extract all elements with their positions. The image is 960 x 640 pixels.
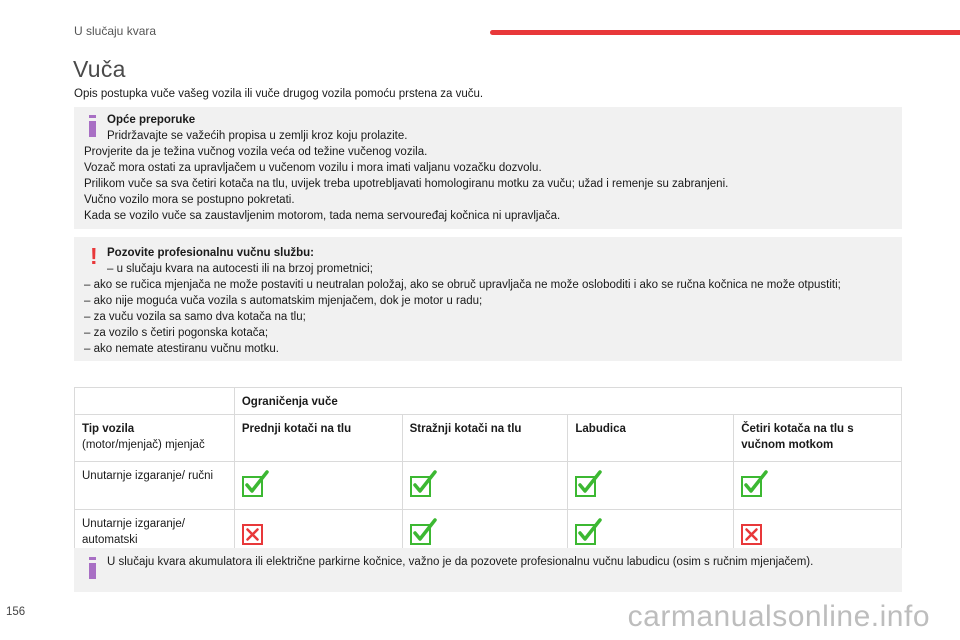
status-cell [734, 462, 902, 510]
warning-icon: ! [90, 243, 98, 269]
table-row-header [75, 415, 235, 462]
watermark: carmanualsonline.info [627, 600, 930, 633]
table-row [75, 462, 902, 510]
check-icon [575, 470, 603, 505]
page-number: 156 [6, 606, 26, 618]
general-line: Provjerite da je težina vučnog vozila veća od težine vučenog vozila. [84, 146, 428, 158]
note-box [74, 548, 902, 592]
warning-line: – u slučaju kvara na autocesti ili na brzoj prometnici; [107, 263, 373, 275]
general-line: Vučno vozilo mora se postupno pokretati. [84, 194, 295, 206]
info-icon [89, 557, 96, 579]
warning-line: – ako se ručica mjenjača ne može postaviti u neutralan položaj, ako se obruč upravljača ne može osloboditi i ako se ručna kočnica ne može otpustiti; [84, 279, 841, 291]
header-accent-bar [490, 30, 960, 35]
vehicle-type-title: Tip vozila [82, 423, 135, 435]
table-corner-cell [75, 388, 235, 415]
page-title: Vuča [73, 56, 126, 82]
warning-box [74, 237, 902, 361]
row-label: Unutarnje izgaranje/ automatski [75, 510, 235, 558]
intro-text: Opis postupka vuče vašeg vozila ili vuče drugog vozila pomoću prstena za vuču. [74, 88, 484, 100]
note-text: U slučaju kvara akumulatora ili električne parkirne kočnice, važno je da pozovete profesionalnu vučnu labudicu (osim s ručnim mjenjačem). [107, 556, 814, 568]
general-line: Kada se vozilo vuče sa zaustavljenim motorom, tada nema servouređaj kočnica ni upravljača. [84, 210, 561, 222]
towing-limits-table [74, 387, 902, 558]
status-cell [402, 462, 568, 510]
table-group-header: Ograničenja vuče [234, 388, 901, 415]
general-recommendations-box [74, 107, 902, 229]
check-icon [410, 470, 438, 505]
warning-line: – za vuču vozila sa samo dva kotača na tlu; [84, 311, 306, 323]
info-icon [89, 115, 96, 137]
warning-line: – ako nemate atestiranu vučnu motku. [84, 343, 279, 355]
check-icon [242, 470, 270, 505]
check-icon [741, 470, 769, 505]
general-line: Vozač mora ostati za upravljačem u vučenom vozilu i mora imati valjanu vozačku dozvolu. [84, 162, 542, 174]
status-cell [234, 462, 402, 510]
warning-heading: Pozovite profesionalnu vučnu službu: [107, 247, 315, 259]
section-title: U slučaju kvara [74, 24, 157, 38]
status-cell [568, 462, 734, 510]
vehicle-type-sub: (motor/mjenjač) mjenjač [82, 439, 205, 451]
warning-line: – ako nije moguća vuča vozila s automatskim mjenjačem, dok je motor u radu; [84, 295, 483, 307]
general-line: Pridržavajte se važećih propisa u zemlji kroz koju prolazite. [107, 130, 408, 142]
column-header: Četiri kotača na tlu s vučnom motkom [734, 415, 902, 462]
general-line: Prilikom vuče sa sva četiri kotača na tlu, uvijek treba upotrebljavati homologiranu motku za vuču; užad i remenje su zabranjeni. [84, 178, 729, 190]
warning-line: – za vozilo s četiri pogonska kotača; [84, 327, 269, 339]
general-heading: Opće preporuke [107, 114, 196, 126]
row-label: Unutarnje izgaranje/ ručni [75, 462, 235, 510]
column-header: Stražnji kotači na tlu [402, 415, 568, 462]
column-header: Prednji kotači na tlu [234, 415, 402, 462]
column-header: Labudica [568, 415, 734, 462]
